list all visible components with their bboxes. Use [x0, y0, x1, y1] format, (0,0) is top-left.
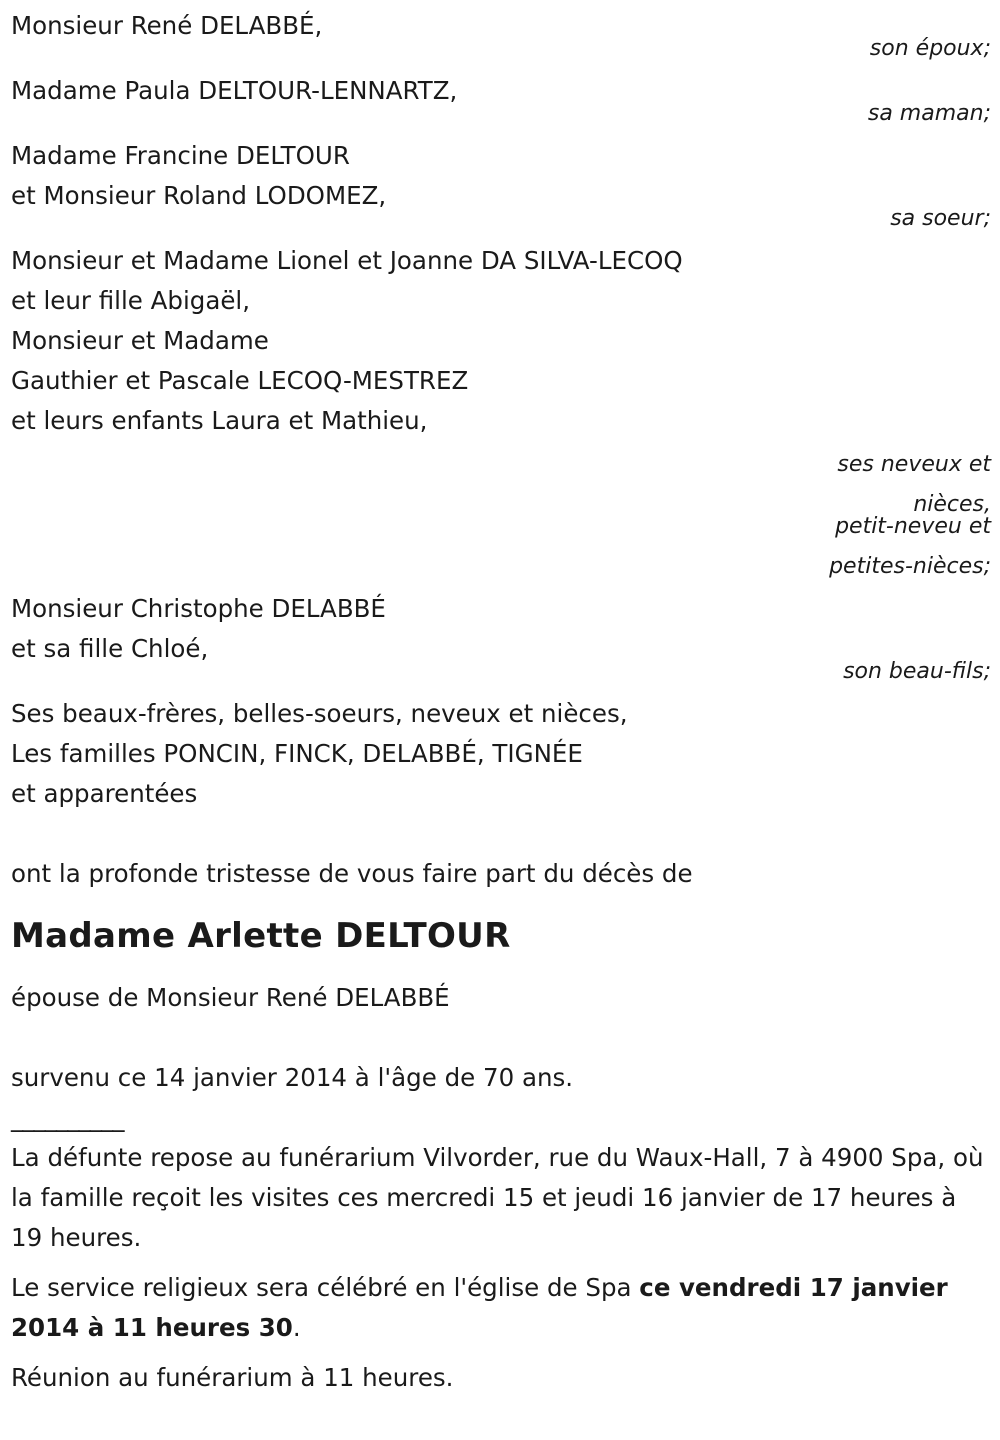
- family-entry-mother: [11, 71, 991, 134]
- separator: __________: [11, 1103, 124, 1132]
- family-name-line: et sa fille Chloé,: [11, 634, 209, 663]
- obituary-notice: [11, 6, 991, 1398]
- service-date: ce vendredi 17 janvier 2014 à 11 heures 30: [11, 1273, 948, 1342]
- family-name-line: Madame Francine DELTOUR: [11, 141, 350, 170]
- relatives-line: et apparentées: [11, 779, 198, 808]
- family-name-line: Monsieur Christophe DELABBÉ: [11, 594, 386, 623]
- deceased-name: Madame Arlette DELTOUR: [11, 916, 511, 956]
- family-entry-stepson: [11, 589, 991, 692]
- meeting-paragraph: Réunion au funérarium à 11 heures.: [11, 1363, 454, 1392]
- service-prefix: Le service religieux sera célébré en l'église de Spa: [11, 1273, 640, 1302]
- relation-label: son beau-fils;: [843, 659, 991, 684]
- spouse-line: épouse de Monsieur René DELABBÉ: [11, 983, 450, 1012]
- service-suffix: .: [292, 1313, 301, 1342]
- death-line: survenu ce 14 janvier 2014 à l'âge de 70 ans.: [11, 1063, 574, 1092]
- family-entry-spouse: [11, 6, 991, 69]
- relation-label: sa maman;: [867, 101, 991, 126]
- family-name-line: et leur fille Abigaël,: [11, 286, 250, 315]
- relation-label: son époux;: [869, 36, 991, 61]
- relation-label: sa soeur;: [890, 206, 991, 231]
- relation-label: ses neveux et: [837, 452, 991, 477]
- family-name-line: et Monsieur Roland LODOMEZ,: [11, 181, 387, 210]
- relatives-line: Les familles PONCIN, FINCK, DELABBÉ, TIGNÉE: [11, 739, 583, 768]
- family-name-line: et leurs enfants Laura et Mathieu,: [11, 406, 428, 435]
- family-name-line: Monsieur et Madame: [11, 326, 269, 355]
- service-paragraph: [11, 1268, 991, 1348]
- repose-paragraph: La défunte repose au funérarium Vilvorder, rue du Waux-Hall, 7 à 4900 Spa, où la famille reçoit les visites ces mercredi 15 et jeudi 16 janvier de 17 heures à 19 heures.: [11, 1143, 984, 1252]
- family-name-line: Gauthier et Pascale LECOQ-MESTREZ: [11, 366, 469, 395]
- family-name-line: Monsieur René DELABBÉ,: [11, 11, 323, 40]
- other-relatives: [11, 694, 991, 814]
- relation-label: petites-nièces;: [829, 554, 991, 579]
- relation-label: petit-neveu et: [835, 514, 991, 539]
- relatives-line: Ses beaux-frères, belles-soeurs, neveux et nièces,: [11, 699, 628, 728]
- announcement-text: ont la profonde tristesse de vous faire part du décès de: [11, 859, 693, 888]
- family-name-line: Monsieur et Madame Lionel et Joanne DA SILVA-LECOQ: [11, 246, 683, 275]
- family-name-line: Madame Paula DELTOUR-LENNARTZ,: [11, 76, 458, 105]
- family-entry-nephews: [11, 241, 991, 587]
- family-entry-sister: [11, 136, 991, 239]
- relation-label: nièces,: [913, 492, 991, 517]
